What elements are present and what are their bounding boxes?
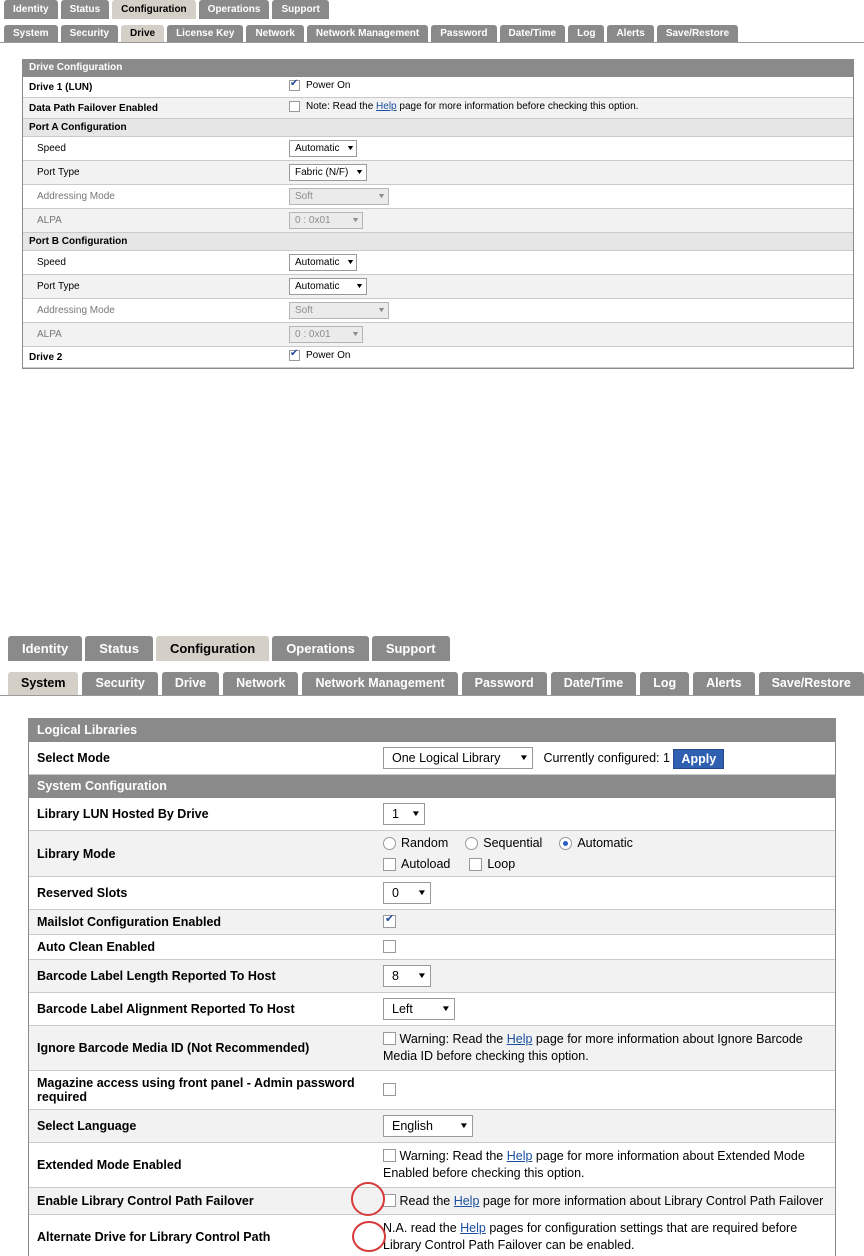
subtab-password[interactable]: Password <box>462 672 547 695</box>
currently-configured-text: Currently configured: 1 <box>543 751 670 765</box>
port-b-speed-cell <box>283 251 853 275</box>
library-mode-option-random[interactable] <box>383 836 448 850</box>
help-link[interactable]: Help <box>506 1148 533 1163</box>
chevron-down-icon: ▼ <box>416 971 428 980</box>
system-configuration-table-wrap <box>28 718 836 1256</box>
section-title-system-configuration: System Configuration <box>29 775 835 798</box>
magazine-access-cell <box>375 1070 835 1109</box>
port-a-porttype-select[interactable] <box>289 164 367 181</box>
library-mode-option-automatic[interactable] <box>559 836 633 850</box>
auto-clean-checkbox[interactable] <box>383 940 396 953</box>
chevron-down-icon: ▼ <box>458 1120 470 1130</box>
library-mode-option-sequential[interactable] <box>465 836 542 850</box>
port-a-porttype-value: Fabric (N/F) <box>295 167 349 178</box>
chevron-down-icon: ▼ <box>377 193 387 200</box>
drive1-power-checkbox[interactable] <box>289 80 300 91</box>
port-b-speed-select[interactable] <box>289 254 357 271</box>
port-a-speed-cell <box>283 137 853 161</box>
cpf-note-pre: Read the <box>399 1193 454 1208</box>
library-mode-checks <box>383 857 827 871</box>
drive1-power-label: Power On <box>306 80 351 91</box>
row-mailslot <box>29 910 835 935</box>
loop-option[interactable] <box>469 857 515 871</box>
panel1-sub-tabs <box>0 20 864 43</box>
row-data-path-failover <box>23 98 853 119</box>
drive1-power-cell <box>283 77 853 98</box>
select-language-value: English <box>392 1118 433 1133</box>
reserved-slots-value: 0 <box>392 886 399 900</box>
subtab-network[interactable]: Network <box>223 672 298 695</box>
row-extended-mode <box>29 1142 835 1187</box>
loop-label: Loop <box>487 857 516 871</box>
chevron-down-icon: ▼ <box>351 331 361 338</box>
row-drive1 <box>23 77 853 98</box>
cpf-note-post: page for more information about Library Control Path Failover <box>479 1193 824 1208</box>
row-drive2 <box>23 347 853 368</box>
help-link[interactable]: Help <box>460 1221 486 1236</box>
tab-configuration[interactable]: Configuration <box>112 0 196 19</box>
drive-configuration-table <box>23 59 853 368</box>
barcode-alignment-cell <box>375 993 835 1026</box>
select-mode-label: Select Mode <box>29 742 375 775</box>
subtab-network-management[interactable]: Network Management <box>307 25 428 42</box>
data-path-failover-cell <box>283 98 853 119</box>
radio-sequential[interactable] <box>465 837 478 850</box>
subtab-network-management[interactable]: Network Management <box>302 672 457 695</box>
library-mode-label: Library Mode <box>29 831 375 877</box>
control-path-failover-checkbox[interactable] <box>383 1194 396 1207</box>
library-lun-dropdown[interactable] <box>383 803 425 825</box>
library-lun-value: 1 <box>392 807 399 821</box>
port-b-porttype-value: Automatic <box>295 281 340 292</box>
alternate-drive-cell <box>375 1215 835 1256</box>
reserved-slots-dropdown[interactable] <box>383 882 431 904</box>
drive-configuration-panel <box>0 0 864 369</box>
port-a-addressing-value: Soft <box>295 191 313 202</box>
row-library-mode <box>29 831 835 877</box>
row-port-b-addressing <box>23 299 853 323</box>
radio-sequential-label: Sequential <box>483 836 543 850</box>
barcode-alignment-value: Left <box>392 1002 413 1016</box>
section-title: Drive Configuration <box>23 59 853 77</box>
dpf-note-post: page for more information before checking this option. <box>396 101 639 112</box>
library-lun-cell <box>375 798 835 831</box>
library-mode-radios <box>383 836 827 850</box>
tab-support[interactable]: Support <box>372 636 450 661</box>
dpf-note-pre: Note: Read the <box>306 101 377 112</box>
data-path-failover-checkbox[interactable] <box>289 101 300 112</box>
row-select-language <box>29 1109 835 1142</box>
port-a-addressing-label: Addressing Mode <box>23 185 283 209</box>
subtab-password[interactable]: Password <box>431 25 496 42</box>
row-port-a-header <box>23 119 853 137</box>
control-path-failover-note <box>399 1194 823 1208</box>
mailslot-label: Mailslot Configuration Enabled <box>29 910 375 935</box>
drive-configuration-table-wrap <box>22 59 854 369</box>
select-language-label: Select Language <box>29 1109 375 1142</box>
tab-identity[interactable]: Identity <box>8 636 82 661</box>
select-mode-cell <box>375 742 835 775</box>
subtab-date-time[interactable]: Date/Time <box>500 25 566 42</box>
port-b-addressing-label: Addressing Mode <box>23 299 283 323</box>
magazine-access-checkbox[interactable] <box>383 1083 396 1096</box>
port-a-porttype-cell <box>283 161 853 185</box>
subtab-system[interactable]: System <box>8 672 78 695</box>
autoload-checkbox[interactable] <box>383 858 396 871</box>
row-port-a-porttype <box>23 161 853 185</box>
port-b-speed-value: Automatic <box>295 257 340 268</box>
row-auto-clean <box>29 935 835 960</box>
chevron-down-icon: ▼ <box>410 809 422 818</box>
chevron-down-icon: ▼ <box>416 888 428 897</box>
port-a-addressing-cell <box>283 185 853 209</box>
row-port-a-alpa <box>23 209 853 233</box>
ignore-barcode-note-post: page for more information about Ignore Barcode Media ID before checking this option. <box>383 1032 803 1063</box>
subtab-license-key[interactable]: License Key <box>167 25 243 42</box>
subtab-date-time[interactable]: Date/Time <box>551 672 637 695</box>
ignore-barcode-note-pre: Warning: Read the <box>399 1032 507 1046</box>
port-b-alpa-value: 0 : 0x01 <box>295 329 331 340</box>
section-title-logical-libraries: Logical Libraries <box>29 719 835 742</box>
autoload-label: Autoload <box>401 857 451 871</box>
subtab-security[interactable]: Security <box>82 672 157 695</box>
tab-support[interactable]: Support <box>272 0 328 19</box>
mailslot-checkbox[interactable] <box>383 915 396 928</box>
extended-mode-note <box>383 1149 805 1180</box>
library-lun-label: Library LUN Hosted By Drive <box>29 798 375 831</box>
tab-operations[interactable]: Operations <box>272 636 369 661</box>
magazine-access-label: Magazine access using front panel - Admin password required <box>29 1070 375 1109</box>
port-b-alpa-select <box>289 326 363 343</box>
port-b-addressing-select <box>289 302 389 319</box>
row-port-b-porttype <box>23 275 853 299</box>
select-language-cell <box>375 1109 835 1142</box>
port-a-speed-label: Speed <box>23 137 283 161</box>
subtab-network[interactable]: Network <box>246 25 303 42</box>
extended-mode-note-pre: Warning: Read the <box>399 1148 507 1163</box>
subtab-drive[interactable]: Drive <box>121 25 164 42</box>
extended-mode-note-post: page for more information about Extended Mode Enabled before checking this option. <box>383 1148 805 1180</box>
alternate-drive-value: N.A. <box>383 1221 408 1236</box>
chevron-down-icon: ▼ <box>351 217 361 224</box>
section-header-drive-configuration <box>23 59 853 77</box>
subtab-log[interactable]: Log <box>640 672 689 695</box>
barcode-alignment-dropdown[interactable] <box>383 998 455 1020</box>
port-a-header: Port A Configuration <box>23 119 853 137</box>
tab-status[interactable]: Status <box>85 636 153 661</box>
port-b-speed-label: Speed <box>23 251 283 275</box>
port-b-addressing-cell <box>283 299 853 323</box>
barcode-alignment-label: Barcode Label Alignment Reported To Host <box>29 993 375 1026</box>
row-reserved-slots <box>29 877 835 910</box>
port-a-alpa-label: ALPA <box>23 209 283 233</box>
radio-random[interactable] <box>383 837 396 850</box>
help-link[interactable]: Help <box>376 101 397 112</box>
row-port-b-alpa <box>23 323 853 347</box>
radio-random-label: Random <box>401 836 449 850</box>
panel2-sub-tabs <box>0 667 864 696</box>
port-a-alpa-cell <box>283 209 853 233</box>
select-mode-dropdown[interactable] <box>383 747 533 769</box>
drive2-power-checkbox[interactable] <box>289 350 300 361</box>
extended-mode-label: Extended Mode Enabled <box>29 1142 375 1187</box>
ignore-barcode-note <box>383 1032 803 1063</box>
row-library-lun <box>29 798 835 831</box>
port-b-alpa-cell <box>283 323 853 347</box>
chevron-down-icon: ▼ <box>355 169 365 176</box>
alternate-drive-note <box>383 1221 797 1252</box>
section-header-system-configuration <box>29 775 835 798</box>
chevron-down-icon: ▼ <box>518 753 530 762</box>
port-b-porttype-select[interactable] <box>289 278 367 295</box>
row-port-b-speed <box>23 251 853 275</box>
data-path-failover-label: Data Path Failover Enabled <box>23 98 283 119</box>
drive2-label: Drive 2 <box>23 347 283 368</box>
port-b-alpa-label: ALPA <box>23 323 283 347</box>
chevron-down-icon: ▼ <box>440 1004 452 1013</box>
subtab-save-restore[interactable]: Save/Restore <box>759 672 864 695</box>
port-a-porttype-label: Port Type <box>23 161 283 185</box>
panel1-main-tabs <box>0 0 864 19</box>
help-link[interactable]: Help <box>453 1193 480 1208</box>
barcode-length-label: Barcode Label Length Reported To Host <box>29 960 375 993</box>
radio-automatic-label: Automatic <box>577 836 633 850</box>
port-b-header: Port B Configuration <box>23 233 853 251</box>
subtab-log[interactable]: Log <box>568 25 604 42</box>
apply-button[interactable]: Apply <box>673 749 724 769</box>
tab-status[interactable]: Status <box>61 0 110 19</box>
drive2-power-label: Power On <box>306 350 351 361</box>
drive1-label: Drive 1 (LUN) <box>23 77 283 98</box>
loop-checkbox[interactable] <box>469 858 482 871</box>
subtab-save-restore[interactable]: Save/Restore <box>657 25 738 42</box>
row-alternate-drive <box>29 1215 835 1256</box>
subtab-security[interactable]: Security <box>61 25 118 42</box>
chevron-down-icon: ▼ <box>355 283 365 290</box>
panel2-main-tabs <box>0 636 864 661</box>
subtab-alerts[interactable]: Alerts <box>693 672 754 695</box>
select-mode-value: One Logical Library <box>392 751 501 765</box>
alt-drive-note-post: pages for configuration settings that are required before Library Control Path Failover can be enabled. <box>383 1221 798 1253</box>
help-link[interactable]: Help <box>506 1032 533 1046</box>
reserved-slots-cell <box>375 877 835 910</box>
port-b-addressing-value: Soft <box>295 305 313 316</box>
port-a-alpa-select <box>289 212 363 229</box>
row-port-a-speed <box>23 137 853 161</box>
extended-mode-checkbox[interactable] <box>383 1149 396 1162</box>
select-language-dropdown[interactable] <box>383 1115 473 1137</box>
ignore-barcode-checkbox[interactable] <box>383 1032 396 1045</box>
library-mode-cell <box>375 831 835 877</box>
section-header-logical-libraries <box>29 719 835 742</box>
barcode-length-cell <box>375 960 835 993</box>
row-port-a-addressing <box>23 185 853 209</box>
port-b-porttype-cell <box>283 275 853 299</box>
auto-clean-cell <box>375 935 835 960</box>
row-ignore-barcode <box>29 1026 835 1071</box>
alternate-drive-label: Alternate Drive for Library Control Path <box>29 1215 375 1256</box>
system-configuration-table <box>29 719 835 1256</box>
row-barcode-alignment <box>29 993 835 1026</box>
system-configuration-panel <box>0 636 864 1256</box>
barcode-length-dropdown[interactable] <box>383 965 431 987</box>
port-a-alpa-value: 0 : 0x01 <box>295 215 331 226</box>
drive2-power-cell <box>283 347 853 368</box>
tab-configuration[interactable]: Configuration <box>156 636 269 661</box>
autoload-option[interactable] <box>383 857 450 871</box>
port-a-addressing-select <box>289 188 389 205</box>
ignore-barcode-cell <box>375 1026 835 1071</box>
subtab-system[interactable]: System <box>4 25 58 42</box>
radio-automatic[interactable] <box>559 837 572 850</box>
ignore-barcode-label: Ignore Barcode Media ID (Not Recommended) <box>29 1026 375 1071</box>
chevron-down-icon: ▼ <box>346 145 356 152</box>
subtab-alerts[interactable]: Alerts <box>607 25 653 42</box>
extended-mode-cell <box>375 1142 835 1187</box>
alt-drive-note-pre: read the <box>407 1221 461 1236</box>
row-select-mode <box>29 742 835 775</box>
row-port-b-header <box>23 233 853 251</box>
port-a-speed-value: Automatic <box>295 143 340 154</box>
row-barcode-length <box>29 960 835 993</box>
control-path-failover-label: Enable Library Control Path Failover <box>29 1187 375 1215</box>
tab-operations[interactable]: Operations <box>199 0 270 19</box>
data-path-failover-note <box>306 101 638 112</box>
port-a-speed-select[interactable] <box>289 140 357 157</box>
chevron-down-icon: ▼ <box>377 307 387 314</box>
mailslot-cell <box>375 910 835 935</box>
tab-identity[interactable]: Identity <box>4 0 58 19</box>
row-magazine-access <box>29 1070 835 1109</box>
port-b-porttype-label: Port Type <box>23 275 283 299</box>
auto-clean-label: Auto Clean Enabled <box>29 935 375 960</box>
control-path-failover-cell <box>375 1187 835 1215</box>
chevron-down-icon: ▼ <box>346 259 356 266</box>
subtab-drive[interactable]: Drive <box>162 672 219 695</box>
row-control-path-failover <box>29 1187 835 1215</box>
barcode-length-value: 8 <box>392 969 399 983</box>
reserved-slots-label: Reserved Slots <box>29 877 375 910</box>
